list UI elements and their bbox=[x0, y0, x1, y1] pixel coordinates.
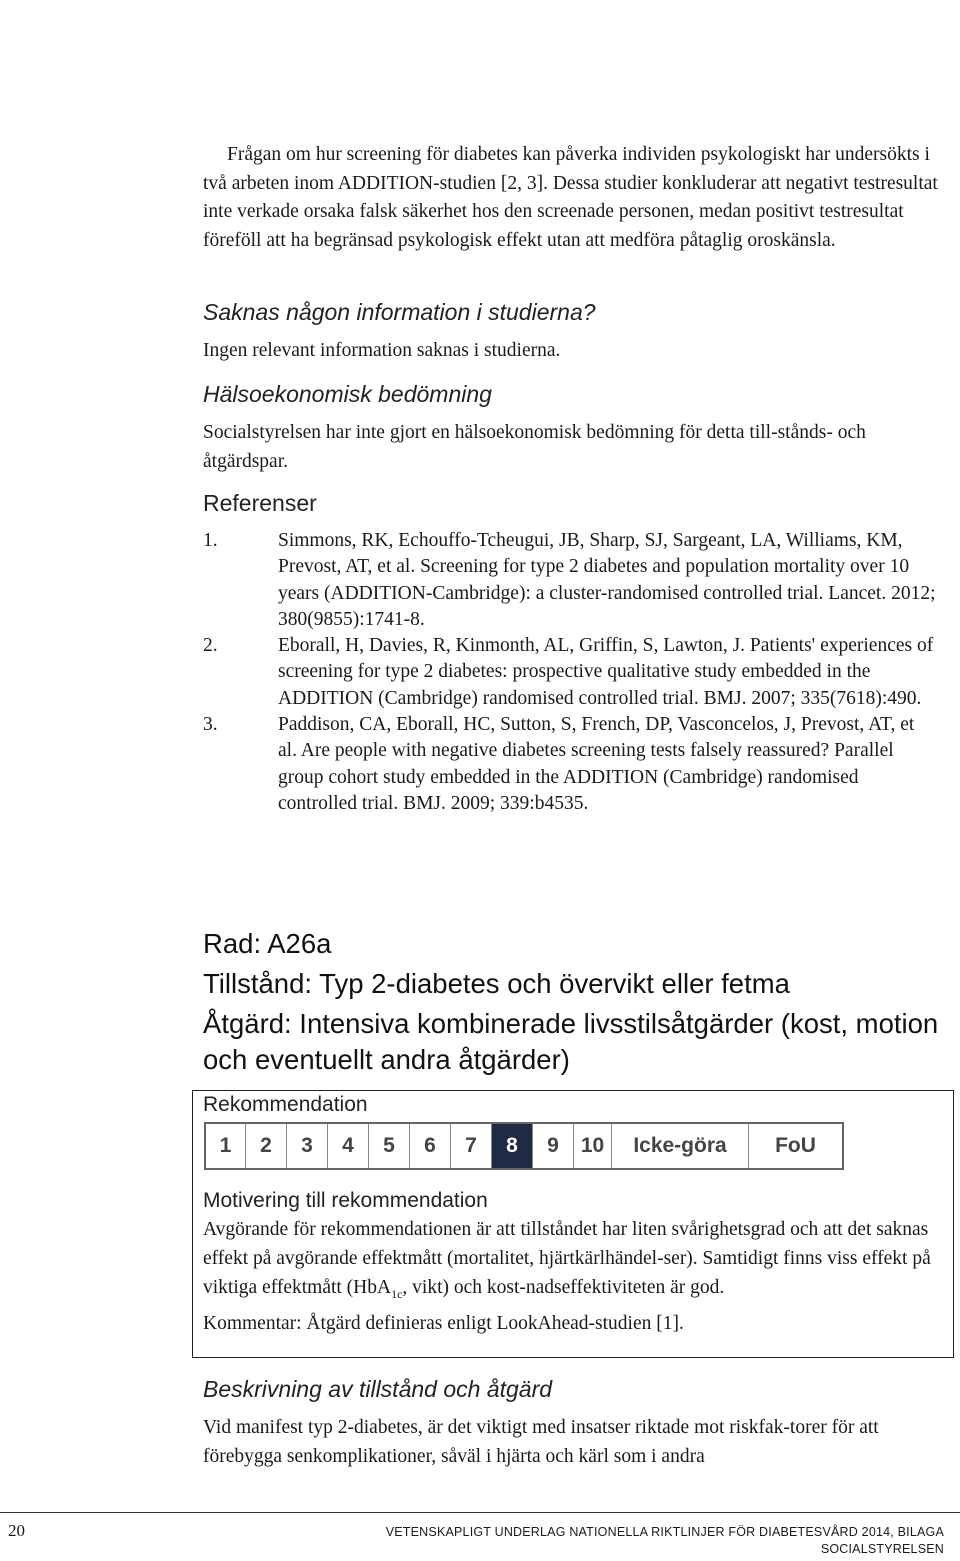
condition-title: Tillstånd: Typ 2-diabetes och övervikt eller fetma bbox=[203, 968, 790, 999]
page-number: 20 bbox=[8, 1521, 25, 1540]
motivation-subscript: 1c bbox=[391, 1286, 403, 1301]
comment-text: Kommentar: Åtgärd definieras enligt LookAhead-studien [1]. bbox=[203, 1312, 684, 1334]
reference-text: Eborall, H, Davies, R, Kinmonth, AL, Griffin, S, Lawton, J. Patients' experiences of screening for type 2 diabetes: prospective qualitative study embedded in the ADDITION (Cambridge) randomised controlled trial. BMJ. 2007; 335(7618):490. bbox=[278, 635, 934, 709]
scale-cell-7: 7 bbox=[451, 1124, 492, 1168]
reference-number: 1. bbox=[203, 530, 218, 551]
missing-info-heading: Saknas någon information i studierna? bbox=[203, 299, 596, 325]
scale-cell-6: 6 bbox=[410, 1124, 451, 1168]
action-title: Åtgärd: Intensiva kombinerade livsstilsåtgärder (kost, motion och eventuellt andra åtgärder) bbox=[203, 1008, 939, 1075]
row-title: Rad: A26a bbox=[203, 928, 332, 959]
footer-text bbox=[386, 1524, 944, 1558]
description-text: Vid manifest typ 2-diabetes, är det viktigt med insatser riktade mot riskfak-torer för att förebygga senkomplikationer, såväl i hjärta och kärl som i andra bbox=[203, 1417, 879, 1467]
scale-cell-1: 1 bbox=[206, 1124, 246, 1168]
intro-paragraph: Frågan om hur screening för diabetes kan påverka individen psykologiskt har undersökts i två arbeten inom ADDITION-studien [2, 3]. Dessa studier konkluderar att negativt testresultat inte verkade orsaka falsk säkerhet hos den screenade personen, medan positivt testresultat föreföll att ha begränsad psykologisk effekt utan att medföra påtaglig oroskänsla. bbox=[203, 144, 938, 251]
reference-text: Paddison, CA, Eborall, HC, Sutton, S, French, DP, Vasconcelos, J, Prevost, AT, et al. Are people with negative diabetes screening tests falsely reassured? Parallel group cohort study embedded in the ADDITION (Cambridge) randomised controlled trial. BMJ. 2009; 339:b4535. bbox=[278, 714, 915, 814]
motivation-text bbox=[203, 1215, 948, 1338]
scale-cell-fou: FoU bbox=[775, 1134, 816, 1157]
reference-item bbox=[203, 528, 938, 633]
health-econ-text: Socialstyrelsen har inte gjort en hälsoekonomisk bedömning för detta till-stånds- och åtgärdspar. bbox=[203, 422, 866, 472]
recommendation-label: Rekommendation bbox=[203, 1093, 368, 1116]
reference-number: 2. bbox=[203, 635, 218, 657]
footer-line-2: SOCIALSTYRELSEN bbox=[820, 1542, 944, 1556]
reference-list bbox=[203, 528, 938, 817]
references-heading: Referenser bbox=[203, 490, 317, 516]
scale-cell-icke-gora: Icke-göra bbox=[612, 1124, 749, 1168]
motivation-label: Motivering till rekommendation bbox=[203, 1189, 488, 1212]
scale-cell-8-selected: 8 bbox=[492, 1124, 533, 1168]
scale-cell-4: 4 bbox=[328, 1124, 369, 1168]
scale-cell-2: 2 bbox=[246, 1124, 287, 1168]
scale-cell-9: 9 bbox=[533, 1124, 574, 1168]
health-econ-heading: Hälsoekonomisk bedömning bbox=[203, 381, 492, 407]
motivation-text-part: , vikt) och kost-nadseffektiviteten är god. bbox=[402, 1277, 725, 1298]
motivation-text-part: Avgörande för rekommendationen är att tillståndet har liten svårighetsgrad och att det saknas effekt på avgörande effektmått (mortalitet, hjärtkärlhändel-ser). Samtidigt finns viss effekt på viktiga effektmått (HbA bbox=[203, 1219, 931, 1298]
footer-divider bbox=[0, 1512, 960, 1513]
reference-text: Simmons, RK, Echouffo-Tcheugui, JB, Sharp, SJ, Sargeant, LA, Williams, KM, Prevost, AT, et al. Screening for type 2 diabetes and population mortality over 10 years (ADDITION-Cambridge): a cluster-randomised controlled trial. Lancet. 2012; 380(9855):1741-8. bbox=[278, 530, 936, 630]
scale-cell-5: 5 bbox=[369, 1124, 410, 1168]
footer-line-1: VETENSKAPLIGT UNDERLAG NATIONELLA RIKTLINJER FÖR DIABETESVÅRD 2014, BILAGA bbox=[385, 1525, 944, 1539]
reference-number: 3. bbox=[203, 714, 218, 736]
scale-cell-10: 10 bbox=[574, 1124, 612, 1168]
recommendation-scale bbox=[204, 1122, 844, 1170]
reference-item bbox=[203, 712, 938, 817]
scale-cell-3: 3 bbox=[287, 1124, 328, 1168]
description-heading: Beskrivning av tillstånd och åtgärd bbox=[203, 1376, 553, 1402]
recommendation-box bbox=[192, 1090, 954, 1358]
missing-info-text: Ingen relevant information saknas i studierna. bbox=[203, 340, 561, 361]
reference-item bbox=[203, 633, 938, 712]
